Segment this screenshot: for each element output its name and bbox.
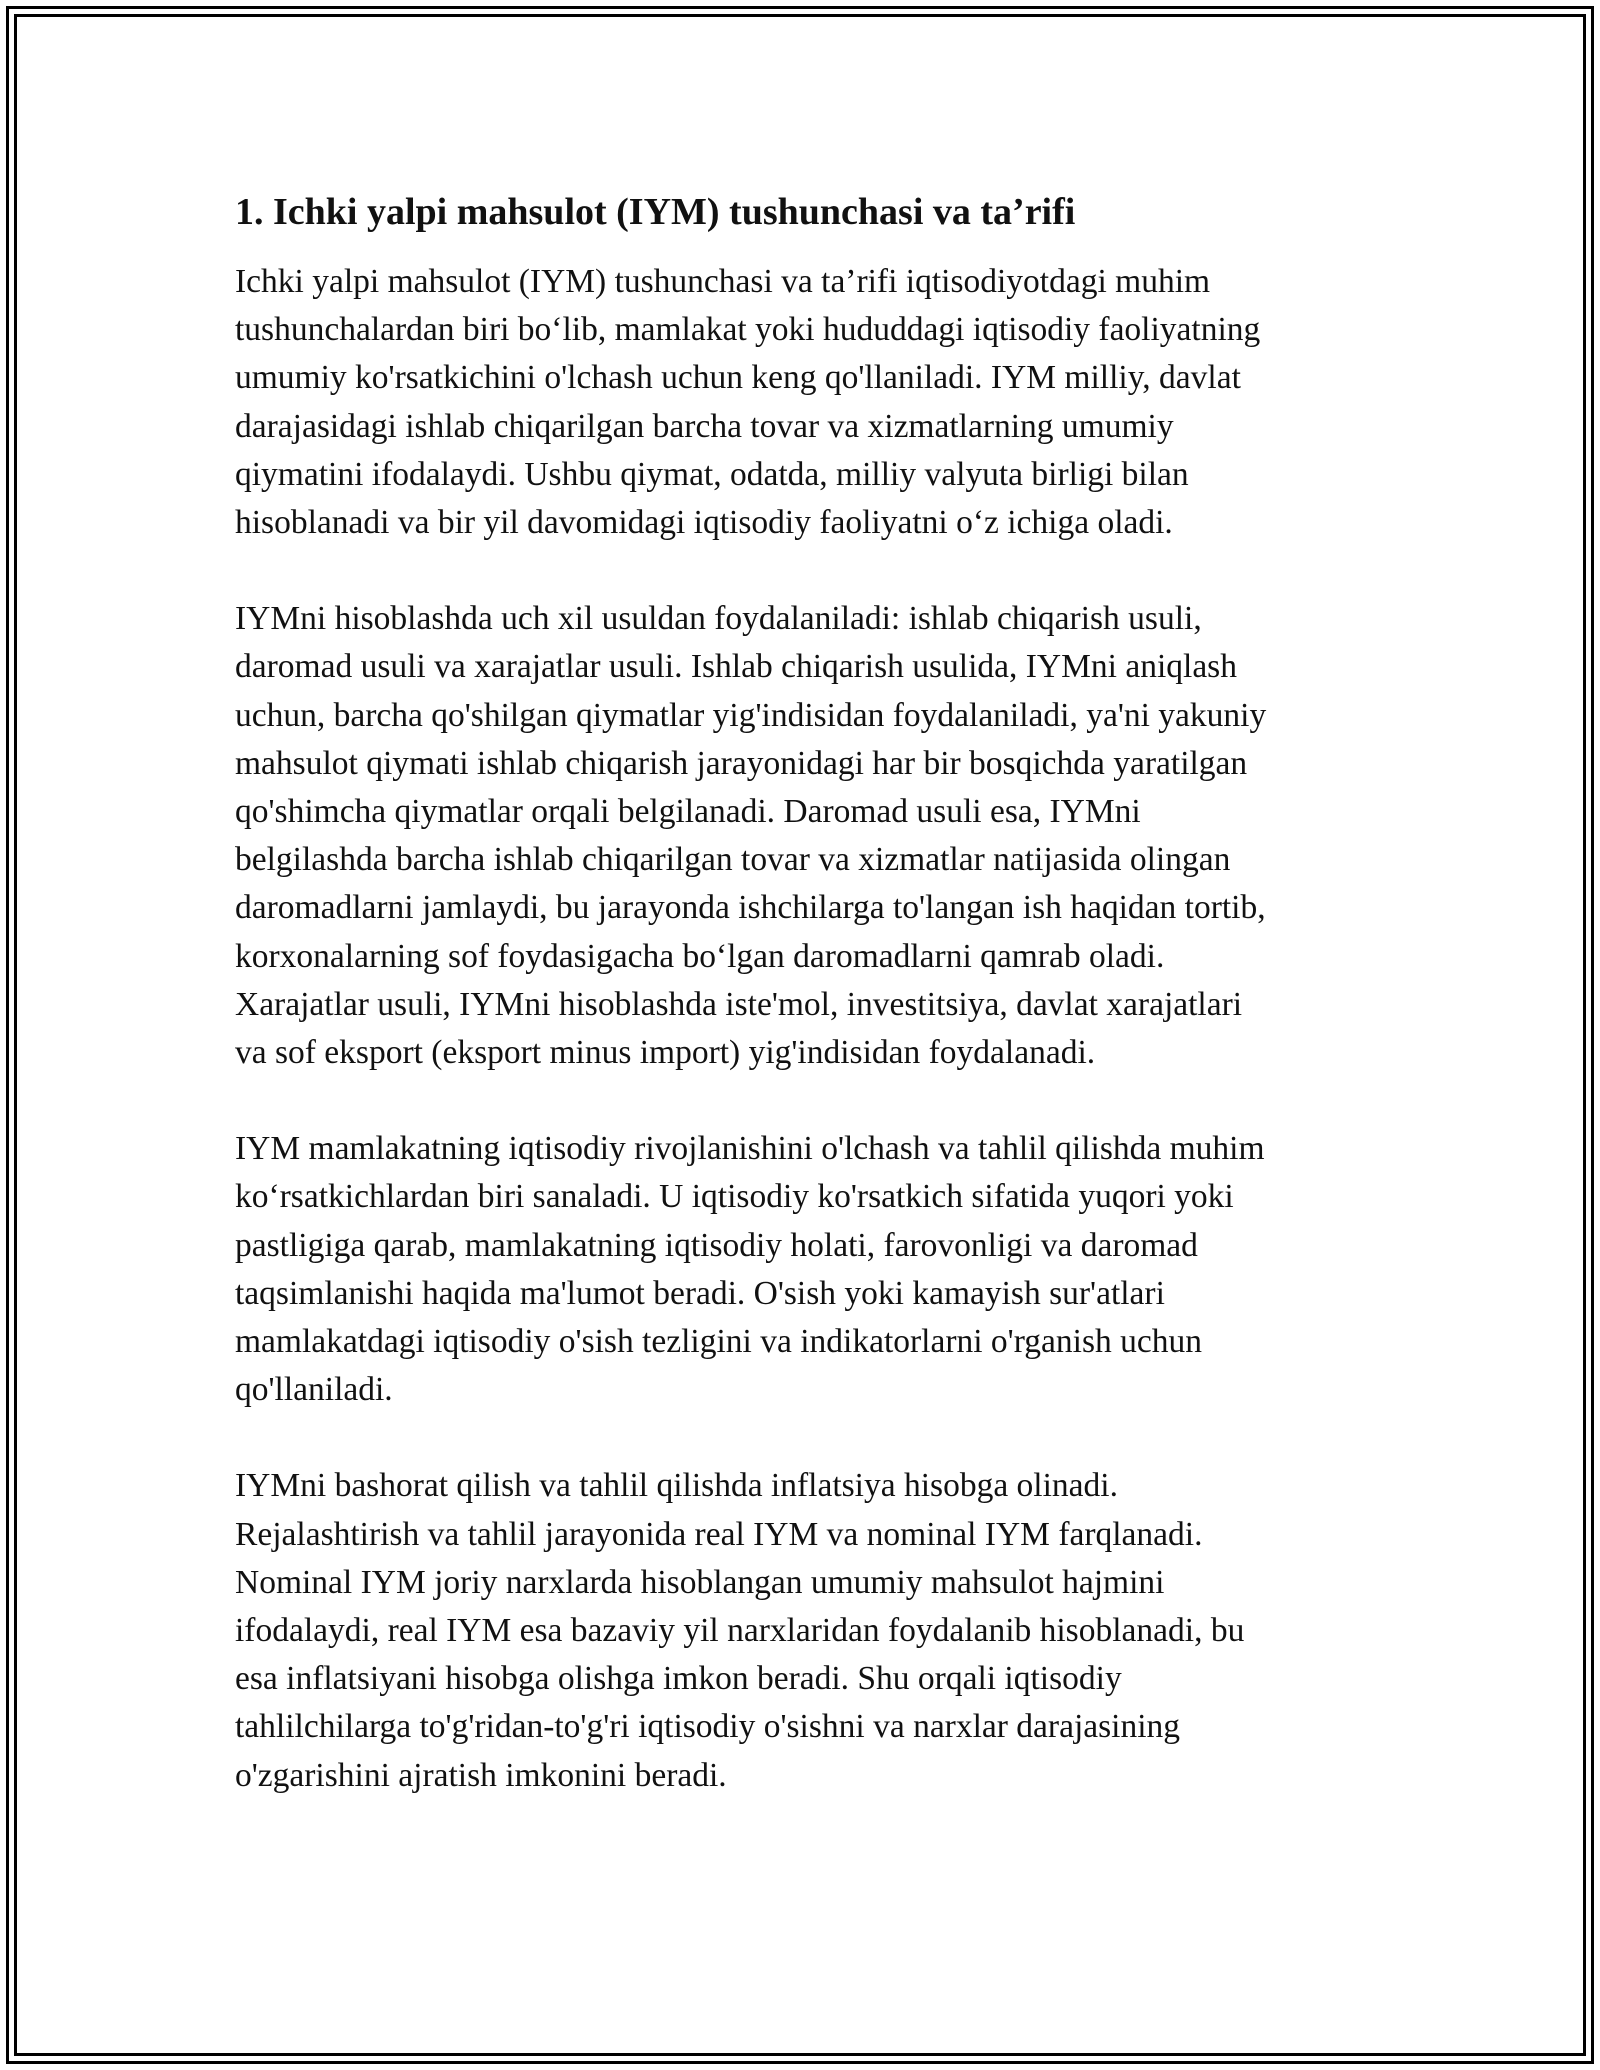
section-heading: 1. Ichki yalpi mahsulot (IYM) tushunchasi va ta’rifi	[235, 191, 1076, 233]
paragraph-real-nominal: IYMni bashorat qilish va tahlil qilishda inflatsiya hisobga olinadi. Rejalashtirish va tahlil jarayonida real IYM va nominal IYM farqlanadi. Nominal IYM joriy narxlarda hisoblangan umumiy mahsulot hajmini ifodalaydi, real IYM esa bazaviy yil narxlaridan foydalanib hisoblanadi, bu esa inflatsiyani hisobga olishga imkon beradi. Shu orqali iqtisodiy tahlilchilarga to'g'ridan-to'g'ri iqtisodiy o'sishni va narxlar darajasining o'zgarishini ajratish imkonini beradi.	[235, 1467, 1245, 1794]
document-body	[235, 186, 1375, 1848]
paragraph-economic-indicator: IYM mamlakatning iqtisodiy rivojlanishini o'lchash va tahlil qilishda muhim ko‘rsatkichlardan biri sanaladi. U iqtisodiy ko'rsatkich sifatida yuqori yoki pastligiga qarab, mamlakatning iqtisodiy holati, farovonligi va daromad taqsimlanishi haqida ma'lumot beradi. O'sish yoki kamayish sur'atlari mamlakatdagi iqtisodiy o'sish tezligini va indikatorlarni o'rganish uchun qo'llaniladi.	[235, 1130, 1265, 1409]
paragraph-calculation-methods: IYMni hisoblashda uch xil usuldan foydalaniladi: ishlab chiqarish usuli, daromad usuli va xarajatlar usuli. Ishlab chiqarish usulida, IYMni aniqlash uchun, barcha qo'shilgan qiymatlar yig'indisidan foydalaniladi, ya'ni yakuniy mahsulot qiymati ishlab chiqarish jarayonidagi har bir bosqichda yaratilgan qo'shimcha qiymatlar orqali belgilanadi. Daromad usuli esa, IYMni belgilashda barcha ishlab chiqarilgan tovar va xizmatlar natijasida olingan daromadlarni jamlaydi, bu jarayonda ishchilarga to'langan ish haqidan tortib, korxonalarning sof foydasigacha bo‘lgan daromadlarni qamrab oladi. Xarajatlar usuli, IYMni hisoblashda iste'mol, investitsiya, davlat xarajatlari va sof eksport (eksport minus import) yig'indisidan foydalanadi.	[235, 600, 1267, 1072]
paragraph-definition: Ichki yalpi mahsulot (IYM) tushunchasi va ta’rifi iqtisodiyotdagi muhim tushunchalardan biri bo‘lib, mamlakat yoki hududdagi iqtisodiy faoliyatning umumiy ko'rsatkichini o'lchash uchun keng qo'llaniladi. IYM milliy, davlat darajasidagi ishlab chiqarilgan barcha tovar va xizmatlarning umumiy qiymatini ifodalaydi. Ushbu qiymat, odatda, milliy valyuta birligi bilan hisoblanadi va bir yil davomidagi iqtisodiy faoliyatni o‘z ichiga oladi.	[235, 263, 1261, 542]
